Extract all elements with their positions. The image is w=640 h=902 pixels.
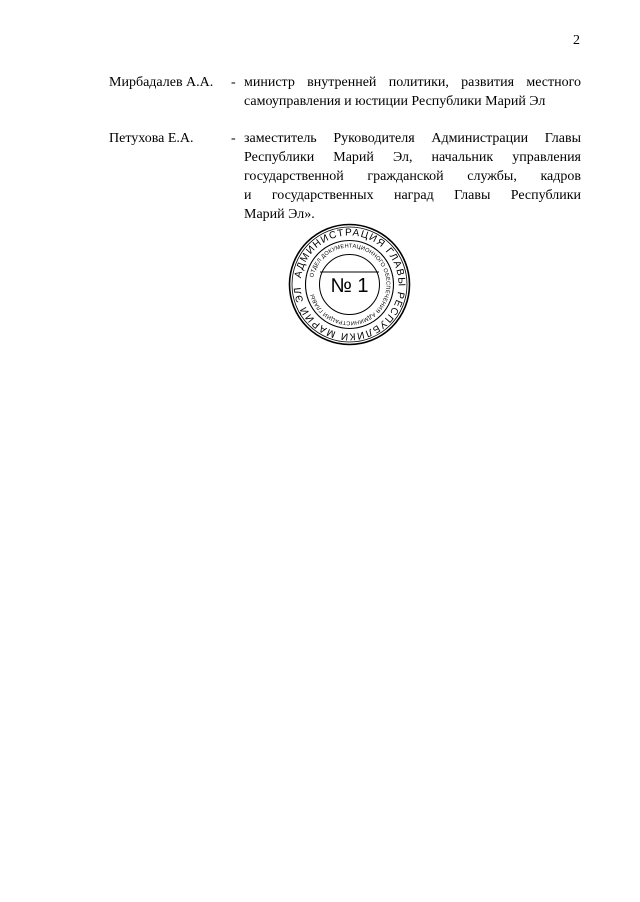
description-line: и государственных наград Главы Республики: [244, 188, 581, 203]
seal-inner-text: ОТДЕЛ ДОКУМЕНТАЦИОННОГО ОБЕСПЕЧЕНИЯ АДМИНИСТРАЦИИ ГЛАВЫ: [309, 243, 391, 326]
person-name: Мирбадалев А.А.: [109, 75, 214, 90]
seal-number: № 1: [330, 275, 369, 297]
description-line: Республики Марий Эл, начальник управления: [244, 150, 581, 165]
person-name: Петухова Е.А.: [109, 131, 194, 146]
position-description: [244, 73, 581, 111]
seal-graphic: [287, 222, 412, 347]
description-line: государственной гражданской службы, кадров: [244, 169, 581, 184]
description-line: самоуправления и юстиции Республики Марий Эл: [244, 94, 546, 109]
description-line: Марий Эл».: [244, 207, 315, 222]
position-description: [244, 129, 581, 224]
description-line: заместитель Руководителя Администрации Главы: [244, 131, 581, 146]
official-seal-stamp: [287, 222, 412, 347]
entry-dash: -: [231, 75, 236, 90]
entry-dash: -: [231, 131, 236, 146]
seal-outer-text: АДМИНИСТРАЦИЯ ГЛАВЫ РЕСПУБЛИКИ МАРИЙ ЭЛ: [292, 227, 407, 342]
description-line: министр внутренней политики, развития местного: [244, 75, 581, 90]
page-number: 2: [573, 33, 580, 48]
